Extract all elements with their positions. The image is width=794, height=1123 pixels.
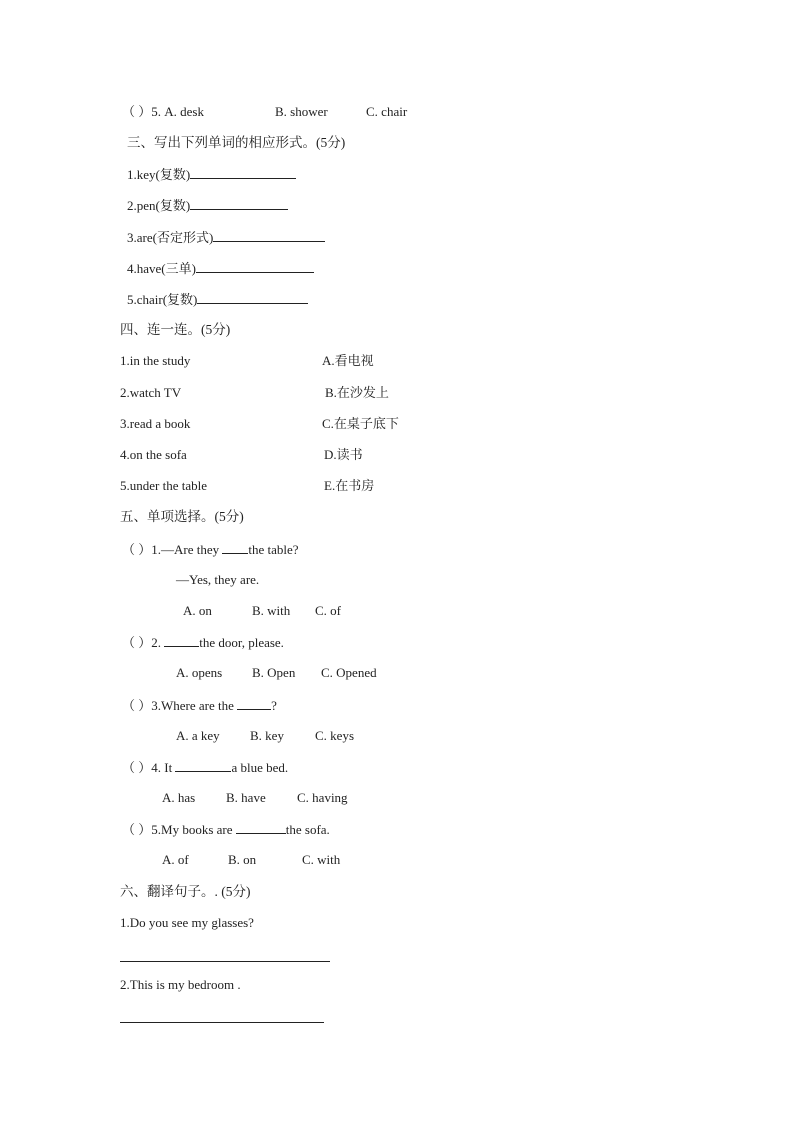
mc-question-4: （ ）4. It a blue bed. <box>122 760 289 775</box>
mc-question-5: （ ）5.My books are the sofa. <box>122 822 330 837</box>
answer-line-2 <box>120 1022 324 1023</box>
mc3-option-a: A. a key <box>176 728 220 743</box>
mc2-option-a: A. opens <box>176 665 223 680</box>
section-6-title: 六、翻译句子。. (5分) <box>120 884 251 899</box>
mc2-option-c: C. Opened <box>321 665 377 680</box>
mc3-option-c: C. keys <box>315 728 354 743</box>
match-left-1: 1.in the study <box>120 353 191 368</box>
mc3-option-b: B. key <box>250 728 284 743</box>
sec3-item-1: 1.key(复数) <box>127 166 296 183</box>
mc4-option-c: C. having <box>297 790 348 805</box>
mc-question-1-reply: —Yes, they are. <box>176 572 260 587</box>
mc4-option-a: A. has <box>162 790 196 805</box>
match-left-3: 3.read a book <box>120 416 191 431</box>
mc4-option-b: B. have <box>226 790 266 805</box>
match-right-b: B.在沙发上 <box>325 385 389 400</box>
answer-paren: （ ） <box>122 104 152 119</box>
mc-question-1: （ ）1.—Are they the table? <box>122 542 299 557</box>
section-5-title: 五、单项选择。(5分) <box>120 509 244 524</box>
mc1-option-b: B. with <box>252 603 291 618</box>
option-b: B. shower <box>275 104 328 119</box>
sec3-item-5: 5.chair(复数) <box>127 291 308 308</box>
match-left-5: 5.under the table <box>120 478 207 493</box>
translate-sentence-1: 1.Do you see my glasses? <box>120 915 254 930</box>
match-right-e: E.在书房 <box>324 478 375 493</box>
section-4-title: 四、连一连。(5分) <box>120 322 231 337</box>
mc5-option-a: A. of <box>162 852 189 867</box>
question-5-row <box>122 104 204 120</box>
section-3-title: 三、写出下列单词的相应形式。(5分) <box>127 135 346 150</box>
match-right-c: C.在桌子底下 <box>322 416 399 431</box>
mc5-option-c: C. with <box>302 852 341 867</box>
answer-line-1 <box>120 961 330 962</box>
match-left-2: 2.watch TV <box>120 385 182 400</box>
sec3-item-3: 3.are(否定形式) <box>127 229 325 246</box>
translate-sentence-2: 2.This is my bedroom . <box>120 977 241 992</box>
mc2-option-b: B. Open <box>252 665 296 680</box>
option-c: C. chair <box>366 104 408 119</box>
mc-question-3: （ ）3.Where are the ? <box>122 698 277 713</box>
sec3-item-4: 4.have(三单) <box>127 260 314 277</box>
question-number: 5. A. desk <box>151 104 204 119</box>
mc5-option-b: B. on <box>228 852 257 867</box>
mc1-option-c: C. of <box>315 603 341 618</box>
match-right-d: D.读书 <box>324 447 363 462</box>
match-right-a: A.看电视 <box>322 353 374 368</box>
mc-question-2: （ ）2. the door, please. <box>122 635 284 650</box>
match-left-4: 4.on the sofa <box>120 447 187 462</box>
mc1-option-a: A. on <box>183 603 212 618</box>
sec3-item-2: 2.pen(复数) <box>127 197 288 214</box>
